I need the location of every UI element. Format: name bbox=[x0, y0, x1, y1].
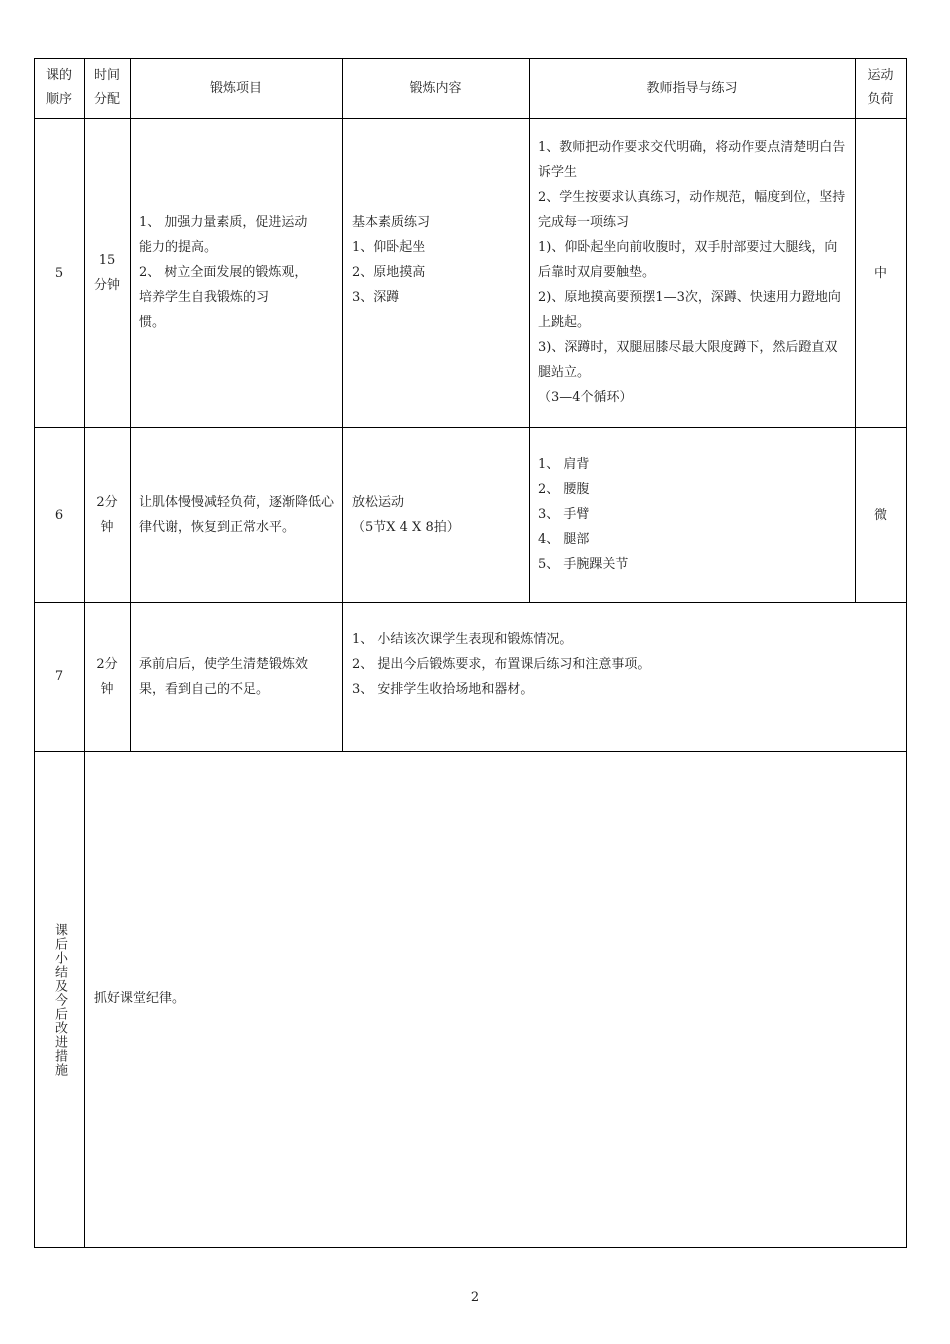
row-order: 7 bbox=[54, 669, 64, 684]
table-border-right bbox=[906, 58, 907, 1248]
table-rule bbox=[529, 58, 530, 603]
header-time: 时间 分配 bbox=[93, 68, 120, 107]
table-rule bbox=[34, 602, 907, 603]
table-rule bbox=[342, 58, 343, 752]
row-goal: 1、 加强力量素质，促进运动 能力的提高。 2、 树立全面发展的锻炼观， 培养学生自我锻炼的习 惯。 bbox=[139, 215, 308, 330]
header-goal: 锻炼项目 bbox=[209, 81, 262, 96]
footer-label: 课后小结及今后改进措施 bbox=[52, 922, 67, 1077]
row-time: 2分 钟 bbox=[96, 657, 118, 697]
table-border-bottom bbox=[34, 1247, 907, 1248]
row-method: 1、 肩背 2、 腰腹 3、 手臂 4、 腿部 5、 手腕踝关节 bbox=[538, 457, 629, 572]
table-rule bbox=[130, 58, 131, 752]
row-method: 1、教师把动作要求交代明确，将动作要点清楚明白告诉学生 2、学生按要求认真练习，动作规范，幅度到位，坚持完成每一项练习 1)、仰卧起坐向前收腹时，双手肘部要过大腿线，向后靠时双肩要触垫。 2)、原地摸高要预摆1—3次，深蹲、快速用力蹬地向上跳起。 3)、深蹲时，双腿屈膝尽最大限度蹲下，然后蹬直双腿站立。 （3—4个循环） bbox=[538, 140, 846, 405]
footer-text: 抓好课堂纪律。 bbox=[94, 991, 186, 1006]
row-load: 微 bbox=[873, 508, 887, 523]
row-order: 5 bbox=[54, 266, 64, 281]
footer-label-cell bbox=[34, 752, 84, 1247]
row-goal: 让肌体慢慢减轻负荷，逐渐降低心律代谢，恢复到正常水平。 bbox=[139, 495, 335, 535]
row-order: 6 bbox=[54, 508, 64, 523]
row-goal: 承前启后，使学生清楚锻炼效果，看到自己的不足。 bbox=[139, 657, 309, 697]
table-rule bbox=[34, 118, 907, 119]
row-time: 2分 钟 bbox=[96, 495, 118, 535]
table-border-top bbox=[34, 58, 907, 59]
row-content: 放松运动 （5节X 4 X 8拍） bbox=[352, 495, 460, 535]
header-order: 课的 顺序 bbox=[45, 68, 72, 107]
header-method: 教师指导与练习 bbox=[646, 81, 738, 96]
table-rule bbox=[34, 751, 907, 752]
row-summary: 1、 小结该次课学生表现和锻炼情况。 2、 提出今后锻炼要求，布置课后练习和注意事项。 3、 安排学生收拾场地和器材。 bbox=[352, 632, 651, 697]
row-load: 中 bbox=[873, 266, 887, 281]
row-time: 15 分钟 bbox=[93, 253, 120, 293]
header-load: 运动 负荷 bbox=[867, 68, 894, 107]
table-rule bbox=[34, 427, 907, 428]
header-content: 锻炼内容 bbox=[409, 81, 462, 96]
row-content: 基本素质练习 1、仰卧起坐 2、原地摸高 3、深蹲 bbox=[352, 215, 431, 305]
page-number: 2 bbox=[470, 1290, 480, 1305]
